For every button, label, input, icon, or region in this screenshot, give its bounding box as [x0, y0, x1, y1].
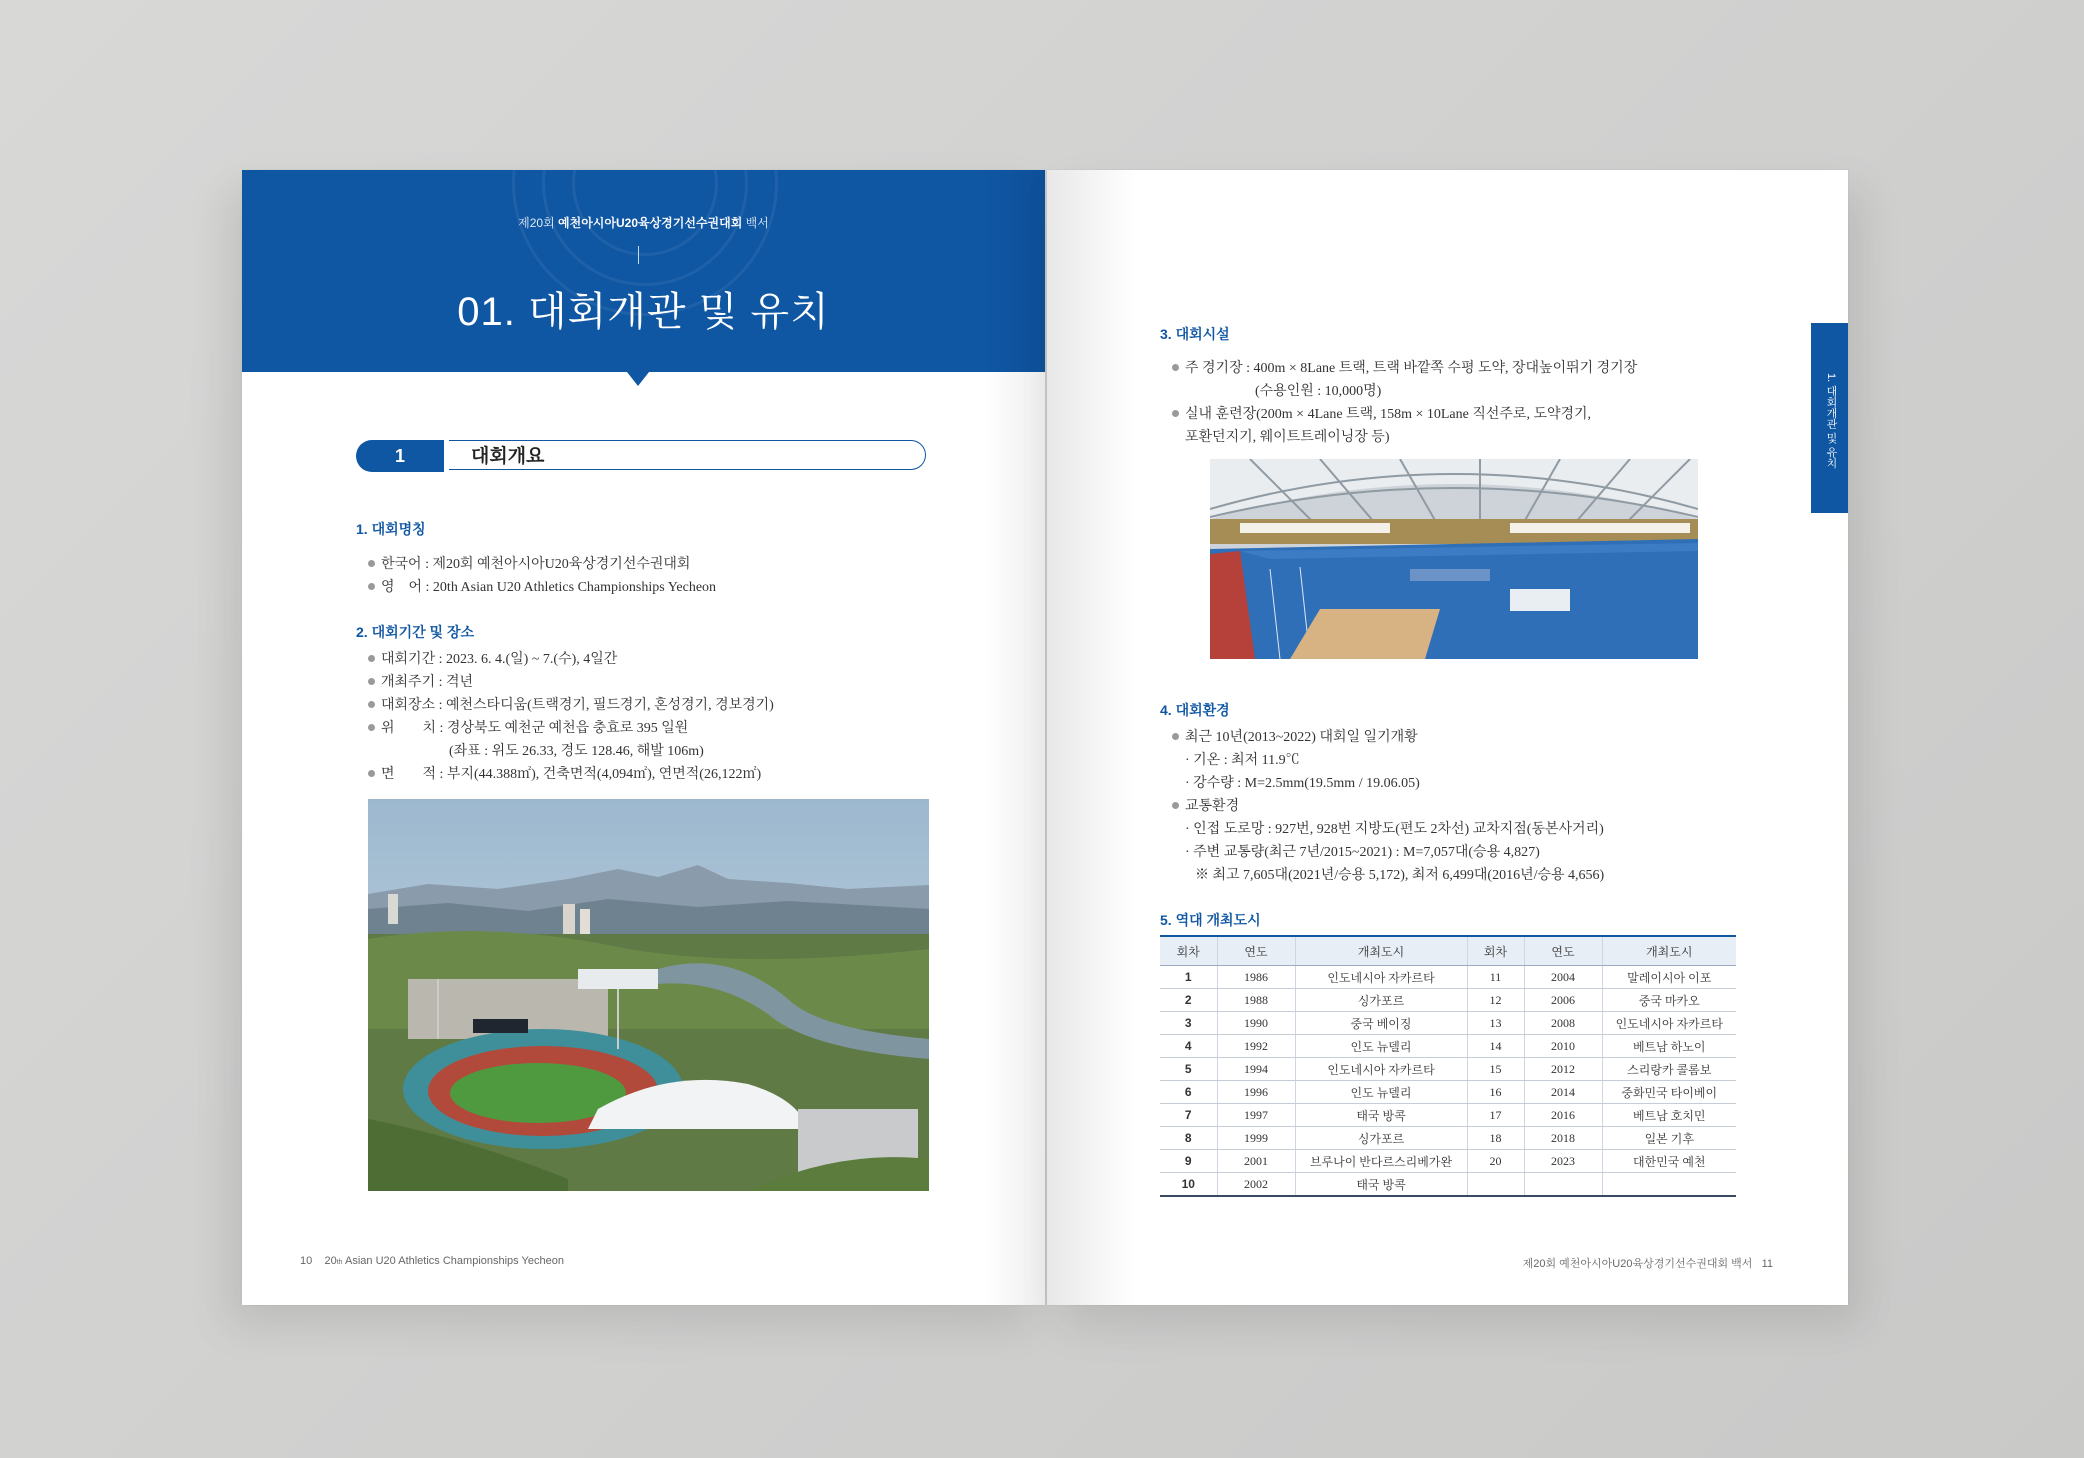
cell: 1996 — [1217, 1081, 1295, 1104]
area: 면 적 : 부지(44.388㎡), 건축면적(4,094㎡), 연면적(26,122㎡) — [368, 763, 761, 783]
table-row — [1160, 1012, 1736, 1035]
main-stadium: 주 경기장 : 400m × 8Lane 트랙, 트랙 바깥쪽 수평 도약, 장대높이뛰기 경기장 — [1172, 357, 1637, 377]
indoor-facility-cont: 포환던지기, 웨이트트레이닝장 등) — [1185, 430, 1390, 445]
cell: 2023 — [1524, 1150, 1602, 1173]
heading-event-name: 1. 대회명칭 — [356, 521, 426, 537]
cell: 17 — [1467, 1104, 1524, 1127]
cell: 9 — [1160, 1150, 1217, 1173]
cell: 브루나이 반다르스리베가완 — [1295, 1150, 1467, 1173]
weather-heading: 최근 10년(2013~2022) 대회일 일기개황 — [1172, 726, 1418, 746]
table-header-row — [1160, 936, 1736, 966]
cell: 16 — [1467, 1081, 1524, 1104]
cell: 15 — [1467, 1058, 1524, 1081]
cell: 2006 — [1524, 989, 1602, 1012]
table-row — [1160, 1150, 1736, 1173]
bullet-icon — [368, 655, 375, 662]
cell — [1602, 1173, 1736, 1197]
cell: 20 — [1467, 1150, 1524, 1173]
indoor-facility: 실내 훈련장(200m × 4Lane 트랙, 158m × 10Lane 직선주로, 도약경기, — [1172, 403, 1591, 423]
cell: 인도네시아 자카르타 — [1295, 966, 1467, 989]
col-header-round: 회차 — [1160, 936, 1217, 966]
gutter-shadow — [1047, 170, 1137, 1305]
book-subtitle: 제20회 예천아시아U20육상경기선수권대회 백서 — [518, 216, 769, 230]
cell: 인도 뉴델리 — [1295, 1081, 1467, 1104]
cell: 싱가포르 — [1295, 1127, 1467, 1150]
left-page — [242, 170, 1045, 1305]
section-title: 대회개요 — [449, 440, 926, 470]
bullet-icon — [1172, 802, 1179, 809]
table-row — [1160, 1081, 1736, 1104]
cell: 싱가포르 — [1295, 989, 1467, 1012]
divider — [638, 246, 639, 264]
col-header-city: 개최도시 — [1602, 936, 1736, 966]
cycle: 개최주기 : 격년 — [368, 671, 473, 691]
cell: 10 — [1160, 1173, 1217, 1197]
name-korean: 한국어 : 제20회 예천아시아U20육상경기선수권대회 — [368, 553, 690, 573]
cell: 2010 — [1524, 1035, 1602, 1058]
cell: 18 — [1467, 1127, 1524, 1150]
gutter-shadow — [985, 170, 1045, 1305]
coordinates: (좌표 : 위도 26.33, 경도 128.46, 해발 106m) — [449, 744, 704, 759]
venue: 대회장소 : 예천스타디움(트랙경기, 필드경기, 혼성경기, 경보경기) — [368, 694, 774, 714]
bullet-icon — [1172, 364, 1179, 371]
cell: 2008 — [1524, 1012, 1602, 1035]
table-row — [1160, 1058, 1736, 1081]
cell — [1467, 1173, 1524, 1197]
traffic-volume-note: ※ 최고 7,605대(2021년/승용 5,172), 최저 6,499대(2016년/승용 4,656) — [1195, 868, 1605, 883]
table-row — [1160, 1173, 1736, 1197]
cell: 1986 — [1217, 966, 1295, 989]
host-cities-table — [1160, 935, 1736, 1197]
cell: 2 — [1160, 989, 1217, 1012]
cell: 12 — [1467, 989, 1524, 1012]
temperature: · 기온 : 최저 11.9℃ — [1185, 753, 1300, 768]
cell: 베트남 호치민 — [1602, 1104, 1736, 1127]
bullet-icon — [1172, 733, 1179, 740]
table-row — [1160, 1035, 1736, 1058]
cell: 11 — [1467, 966, 1524, 989]
cell: 일본 기후 — [1602, 1127, 1736, 1150]
cell: 7 — [1160, 1104, 1217, 1127]
heading-host-cities: 5. 역대 개최도시 — [1160, 912, 1261, 928]
cell: 2002 — [1217, 1173, 1295, 1197]
cell: 태국 방콕 — [1295, 1173, 1467, 1197]
table-row — [1160, 1127, 1736, 1150]
cell: 3 — [1160, 1012, 1217, 1035]
cell: 중국 베이징 — [1295, 1012, 1467, 1035]
chapter-title: 01. 대회개관 및 유치 — [457, 290, 830, 334]
cell: 말레이시아 이포 — [1602, 966, 1736, 989]
chapter-side-tab: 1. 대회개관 및 유치 — [1811, 323, 1848, 513]
bullet-icon — [368, 678, 375, 685]
cell: 중국 마카오 — [1602, 989, 1736, 1012]
header-notch — [627, 372, 649, 386]
cell: 5 — [1160, 1058, 1217, 1081]
cell: 1 — [1160, 966, 1217, 989]
cell: 태국 방콕 — [1295, 1104, 1467, 1127]
name-english: 영 어 : 20th Asian U20 Athletics Championships Yecheon — [368, 576, 716, 596]
bullet-icon — [368, 701, 375, 708]
capacity: (수용인원 : 10,000명) — [1255, 384, 1382, 399]
table-row — [1160, 966, 1736, 989]
cell: 13 — [1467, 1012, 1524, 1035]
traffic-volume: · 주변 교통량(최근 7년/2015~2021) : M=7,057대(승용 4,827) — [1185, 845, 1540, 860]
footer: 제20회 예천아시아U20육상경기선수권대회 백서 11 — [1522, 1258, 1773, 1270]
stadium-aerial-photo — [368, 799, 929, 1191]
heading-environment: 4. 대회환경 — [1160, 702, 1230, 718]
indoor-training-photo — [1210, 459, 1698, 659]
bullet-icon — [368, 560, 375, 567]
col-header-round: 회차 — [1467, 936, 1524, 966]
bullet-icon — [368, 724, 375, 731]
cell: 인도 뉴델리 — [1295, 1035, 1467, 1058]
cell: 8 — [1160, 1127, 1217, 1150]
heading-facilities: 3. 대회시설 — [1160, 326, 1230, 342]
cell: 1997 — [1217, 1104, 1295, 1127]
bullet-icon — [368, 770, 375, 777]
traffic-heading: 교통환경 — [1172, 795, 1239, 815]
precipitation: · 강수량 : M=2.5mm(19.5mm / 19.06.05) — [1185, 776, 1420, 791]
cell: 1988 — [1217, 989, 1295, 1012]
cell: 4 — [1160, 1035, 1217, 1058]
cell: 2004 — [1524, 966, 1602, 989]
cell: 1999 — [1217, 1127, 1295, 1150]
page-number: 11 — [1761, 1258, 1773, 1270]
bullet-icon — [368, 583, 375, 590]
cell: 인도네시아 자카르타 — [1295, 1058, 1467, 1081]
cell: 2018 — [1524, 1127, 1602, 1150]
cell — [1524, 1173, 1602, 1197]
location: 위 치 : 경상북도 예천군 예천읍 충효로 395 일원 — [368, 717, 688, 737]
period: 대회기간 : 2023. 6. 4.(일) ~ 7.(수), 4일간 — [368, 648, 617, 668]
road-network: · 인접 도로망 : 927번, 928번 지방도(편도 2차선) 교차지점(동본사거리) — [1185, 822, 1604, 837]
footer: 10 20th Asian U20 Athletics Championships Yecheon — [300, 1255, 564, 1267]
cell: 2012 — [1524, 1058, 1602, 1081]
chapter-header-band — [242, 170, 1045, 372]
cell: 2016 — [1524, 1104, 1602, 1127]
cell: 2014 — [1524, 1081, 1602, 1104]
cell: 1994 — [1217, 1058, 1295, 1081]
section-number: 1 — [356, 440, 444, 472]
cell: 1990 — [1217, 1012, 1295, 1035]
cell: 2001 — [1217, 1150, 1295, 1173]
col-header-year: 연도 — [1217, 936, 1295, 966]
cell: 14 — [1467, 1035, 1524, 1058]
section-heading — [356, 440, 928, 472]
cell: 6 — [1160, 1081, 1217, 1104]
cell: 베트남 하노이 — [1602, 1035, 1736, 1058]
table-row — [1160, 1104, 1736, 1127]
cell: 1992 — [1217, 1035, 1295, 1058]
cell: 인도네시아 자카르타 — [1602, 1012, 1736, 1035]
right-page — [1047, 170, 1848, 1305]
bullet-icon — [1172, 410, 1179, 417]
col-header-year: 연도 — [1524, 936, 1602, 966]
heading-period-venue: 2. 대회기간 및 장소 — [356, 624, 475, 640]
page-number: 10 — [300, 1255, 313, 1267]
cell: 스리랑카 콜롬보 — [1602, 1058, 1736, 1081]
cell: 중화민국 타이베이 — [1602, 1081, 1736, 1104]
cell: 대한민국 예천 — [1602, 1150, 1736, 1173]
table-row — [1160, 989, 1736, 1012]
col-header-city: 개최도시 — [1295, 936, 1467, 966]
